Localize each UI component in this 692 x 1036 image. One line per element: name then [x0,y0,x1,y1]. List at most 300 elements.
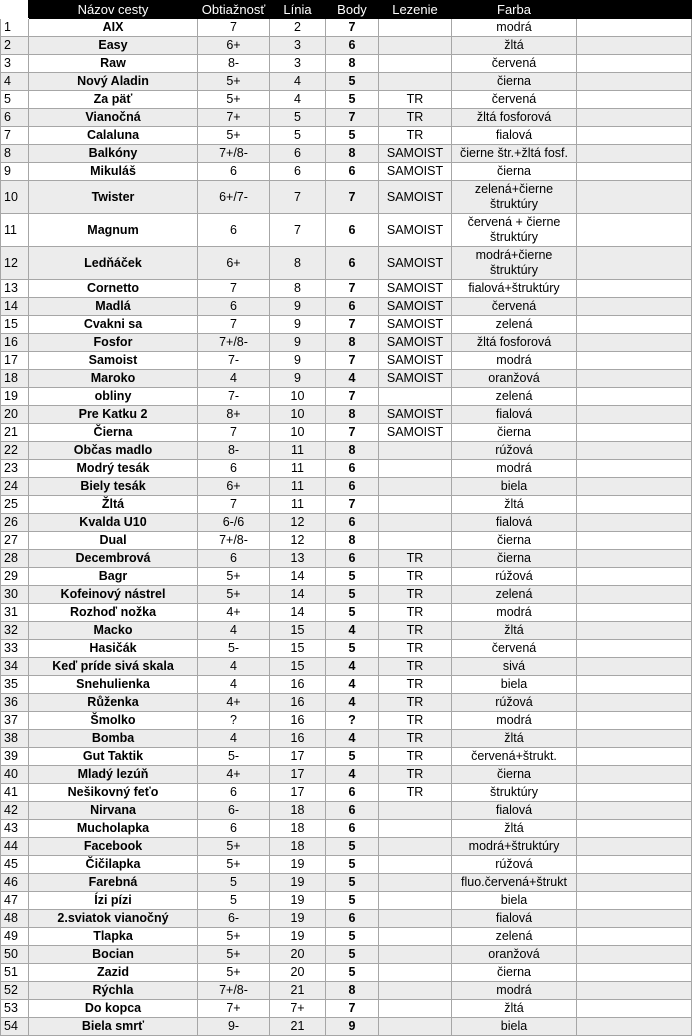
row-index: 5 [1,91,29,109]
difficulty: 6+ [198,247,270,280]
difficulty: 5+ [198,856,270,874]
points: 5 [326,892,379,910]
climbing-style: TR [379,109,452,127]
hold-color: žltá [452,1000,577,1018]
row-index: 8 [1,145,29,163]
table-row [1,982,692,1000]
points: 7 [326,424,379,442]
table-row [1,91,692,109]
empty-cell [577,181,692,214]
hold-color: zelená [452,316,577,334]
points: 7 [326,352,379,370]
empty-cell [577,37,692,55]
difficulty: 5 [198,892,270,910]
climbing-style: SAMOIST [379,247,452,280]
points: 6 [326,514,379,532]
route-name: Čičilapka [29,856,198,874]
table-row [1,424,692,442]
table-row [1,19,692,37]
table-row [1,892,692,910]
line: 18 [270,820,326,838]
route-name: Cornetto [29,280,198,298]
empty-cell [577,730,692,748]
line: 10 [270,388,326,406]
hold-color: modrá [452,712,577,730]
difficulty: 7+/8- [198,334,270,352]
climbing-style: SAMOIST [379,163,452,181]
hold-color: čierna [452,163,577,181]
line: 19 [270,874,326,892]
table-row [1,460,692,478]
route-name: Balkóny [29,145,198,163]
hold-color: fialová [452,127,577,145]
difficulty: 7 [198,424,270,442]
difficulty: 5+ [198,127,270,145]
table-row [1,928,692,946]
row-index: 45 [1,856,29,874]
points: 9 [326,1018,379,1036]
climbing-style [379,55,452,73]
route-name: Žltá [29,496,198,514]
route-name: Modrý tesák [29,460,198,478]
row-index: 21 [1,424,29,442]
difficulty: 6 [198,550,270,568]
route-name: Nirvana [29,802,198,820]
line: 11 [270,442,326,460]
route-name: Pre Katku 2 [29,406,198,424]
route-name: Čierna [29,424,198,442]
row-index: 6 [1,109,29,127]
points: 6 [326,784,379,802]
route-name: Nový Aladin [29,73,198,91]
line: 7+ [270,1000,326,1018]
difficulty: 7- [198,388,270,406]
climbing-style [379,514,452,532]
empty-cell [577,856,692,874]
empty-cell [577,514,692,532]
line: 4 [270,73,326,91]
hold-color: modrá [452,604,577,622]
table-row [1,298,692,316]
difficulty: 8- [198,442,270,460]
table-row [1,910,692,928]
row-index: 50 [1,946,29,964]
hold-color: modrá [452,19,577,37]
difficulty: 6 [198,820,270,838]
hold-color: modrá [452,982,577,1000]
hold-color: modrá+štruktúry [452,838,577,856]
row-index: 54 [1,1018,29,1036]
table-row [1,568,692,586]
route-name: Magnum [29,214,198,247]
route-name: Zazid [29,964,198,982]
header-empty [577,1,692,19]
points: 8 [326,334,379,352]
table-row [1,316,692,334]
hold-color: fialová+štruktúry [452,280,577,298]
difficulty: 5- [198,748,270,766]
route-name: Bocian [29,946,198,964]
line: 19 [270,910,326,928]
line: 11 [270,478,326,496]
table-row [1,247,692,280]
climbing-style: SAMOIST [379,424,452,442]
points: 5 [326,928,379,946]
hold-color: rúžová [452,568,577,586]
points: 8 [326,55,379,73]
difficulty: 5+ [198,568,270,586]
climbing-style [379,874,452,892]
row-index: 23 [1,460,29,478]
points: 5 [326,748,379,766]
row-index: 48 [1,910,29,928]
row-index: 52 [1,982,29,1000]
climbing-style: TR [379,748,452,766]
difficulty: 6-/6 [198,514,270,532]
line: 19 [270,856,326,874]
hold-color: fialová [452,406,577,424]
line: 11 [270,496,326,514]
hold-color: rúžová [452,694,577,712]
table-row [1,856,692,874]
empty-cell [577,55,692,73]
empty-cell [577,496,692,514]
points: 5 [326,640,379,658]
climbing-style: TR [379,586,452,604]
points: 6 [326,802,379,820]
climbing-style: TR [379,658,452,676]
empty-cell [577,247,692,280]
route-name: Samoist [29,352,198,370]
line: 15 [270,640,326,658]
row-index: 16 [1,334,29,352]
table-row [1,37,692,55]
points: 4 [326,622,379,640]
line: 2 [270,19,326,37]
row-index: 29 [1,568,29,586]
hold-color: čierna [452,532,577,550]
points: 6 [326,37,379,55]
table-row [1,214,692,247]
difficulty: 4+ [198,604,270,622]
row-index: 33 [1,640,29,658]
line: 7 [270,181,326,214]
line: 10 [270,424,326,442]
route-name: Kvalda U10 [29,514,198,532]
difficulty: 6 [198,163,270,181]
row-index: 2 [1,37,29,55]
climbing-style [379,532,452,550]
climbing-style: TR [379,640,452,658]
line: 10 [270,406,326,424]
points: 4 [326,658,379,676]
points: 5 [326,73,379,91]
empty-cell [577,604,692,622]
table-row [1,676,692,694]
climbing-style [379,820,452,838]
hold-color: biela [452,1018,577,1036]
climbing-style [379,964,452,982]
row-index: 14 [1,298,29,316]
difficulty: 6 [198,784,270,802]
line: 6 [270,163,326,181]
difficulty: 4+ [198,694,270,712]
empty-cell [577,694,692,712]
row-index: 7 [1,127,29,145]
difficulty: 5+ [198,946,270,964]
row-index: 38 [1,730,29,748]
route-name: Mucholapka [29,820,198,838]
points: 6 [326,460,379,478]
climbing-style [379,73,452,91]
line: 3 [270,37,326,55]
header-points: Body [326,1,379,19]
route-name: Hasičák [29,640,198,658]
table-row [1,874,692,892]
difficulty: 6- [198,802,270,820]
route-name: Za päť [29,91,198,109]
table-row [1,622,692,640]
table-row [1,820,692,838]
route-name: Ízi pízi [29,892,198,910]
empty-cell [577,19,692,37]
table-row [1,280,692,298]
hold-color: sivá [452,658,577,676]
hold-color: žltá [452,37,577,55]
points: 7 [326,316,379,334]
empty-cell [577,964,692,982]
difficulty: 7+/8- [198,982,270,1000]
hold-color: fialová [452,802,577,820]
hold-color: čierna [452,73,577,91]
route-name: Raw [29,55,198,73]
difficulty: 9- [198,1018,270,1036]
points: 6 [326,820,379,838]
line: 14 [270,586,326,604]
difficulty: 7+/8- [198,145,270,163]
table-row [1,550,692,568]
row-index: 46 [1,874,29,892]
points: 5 [326,874,379,892]
table-row [1,352,692,370]
line: 4 [270,91,326,109]
row-index: 28 [1,550,29,568]
hold-color: fialová [452,910,577,928]
route-name: Bomba [29,730,198,748]
hold-color: žltá fosforová [452,334,577,352]
row-index: 44 [1,838,29,856]
line: 8 [270,280,326,298]
table-row [1,334,692,352]
climbing-style: TR [379,784,452,802]
line: 11 [270,460,326,478]
points: 4 [326,370,379,388]
row-index: 1 [1,19,29,37]
route-name: Gut Taktik [29,748,198,766]
route-name: Madlá [29,298,198,316]
route-name: Biely tesák [29,478,198,496]
points: 5 [326,856,379,874]
table-row [1,604,692,622]
points: 6 [326,214,379,247]
line: 9 [270,334,326,352]
empty-cell [577,109,692,127]
points: 7 [326,280,379,298]
difficulty: 5+ [198,91,270,109]
empty-cell [577,550,692,568]
route-name: Mladý lezúň [29,766,198,784]
empty-cell [577,676,692,694]
points: 8 [326,406,379,424]
points: 8 [326,532,379,550]
hold-color: čierne štr.+žltá fosf. [452,145,577,163]
route-name: Tlapka [29,928,198,946]
difficulty: 5 [198,874,270,892]
table-row [1,388,692,406]
table-row [1,55,692,73]
route-name: Bagr [29,568,198,586]
empty-cell [577,568,692,586]
points: 5 [326,946,379,964]
climbing-style: TR [379,550,452,568]
table-row [1,640,692,658]
route-name: 2.sviatok vianočný [29,910,198,928]
points: 7 [326,109,379,127]
header-index-blank [1,1,29,19]
climbing-style: SAMOIST [379,370,452,388]
row-index: 3 [1,55,29,73]
hold-color: fluo.červená+štrukt [452,874,577,892]
empty-cell [577,982,692,1000]
route-name: Decembrová [29,550,198,568]
climbing-style [379,982,452,1000]
points: 4 [326,730,379,748]
empty-cell [577,127,692,145]
table-row [1,784,692,802]
row-index: 31 [1,604,29,622]
route-name: Mikuláš [29,163,198,181]
empty-cell [577,316,692,334]
climbing-style [379,442,452,460]
row-index: 10 [1,181,29,214]
row-index: 18 [1,370,29,388]
difficulty: 7 [198,280,270,298]
row-index: 24 [1,478,29,496]
empty-cell [577,622,692,640]
line: 20 [270,946,326,964]
route-name: Easy [29,37,198,55]
difficulty: 4+ [198,766,270,784]
route-name: Snehulienka [29,676,198,694]
climbing-style [379,1018,452,1036]
line: 6 [270,145,326,163]
route-name: Calaluna [29,127,198,145]
empty-cell [577,352,692,370]
difficulty: 4 [198,622,270,640]
climbing-style [379,478,452,496]
table-row [1,1000,692,1018]
table-row [1,127,692,145]
hold-color: zelená [452,586,577,604]
hold-color: rúžová [452,442,577,460]
hold-color: modrá [452,352,577,370]
points: 6 [326,910,379,928]
empty-cell [577,892,692,910]
hold-color: rúžová [452,856,577,874]
points: 6 [326,247,379,280]
hold-color: modrá [452,460,577,478]
hold-color: čierna [452,964,577,982]
climbing-style [379,928,452,946]
difficulty: 7+ [198,1000,270,1018]
table-row [1,802,692,820]
empty-cell [577,280,692,298]
hold-color: červená [452,298,577,316]
header-route-name: Názov cesty [29,1,198,19]
difficulty: ? [198,712,270,730]
table-row [1,586,692,604]
row-index: 20 [1,406,29,424]
route-name: Vianočná [29,109,198,127]
route-name: Rozhoď nožka [29,604,198,622]
climbing-style: SAMOIST [379,352,452,370]
line: 20 [270,964,326,982]
route-name: Macko [29,622,198,640]
climbing-style: TR [379,91,452,109]
difficulty: 4 [198,730,270,748]
line: 12 [270,532,326,550]
table-row [1,145,692,163]
hold-color: žltá [452,622,577,640]
hold-color: biela [452,676,577,694]
line: 16 [270,712,326,730]
climbing-style [379,19,452,37]
route-name: Keď príde sivá skala [29,658,198,676]
line: 17 [270,748,326,766]
row-index: 34 [1,658,29,676]
empty-cell [577,928,692,946]
row-index: 53 [1,1000,29,1018]
line: 15 [270,622,326,640]
route-name: Nešikovný feťo [29,784,198,802]
row-index: 9 [1,163,29,181]
points: 4 [326,676,379,694]
climbing-style: SAMOIST [379,406,452,424]
table-row [1,370,692,388]
empty-cell [577,532,692,550]
points: 5 [326,604,379,622]
line: 5 [270,127,326,145]
line: 7 [270,214,326,247]
hold-color: biela [452,478,577,496]
empty-cell [577,73,692,91]
climbing-style [379,388,452,406]
table-row [1,532,692,550]
empty-cell [577,802,692,820]
points: 5 [326,586,379,604]
points: 6 [326,478,379,496]
table-row [1,478,692,496]
line: 16 [270,730,326,748]
difficulty: 6+ [198,478,270,496]
points: 7 [326,19,379,37]
climbing-style: SAMOIST [379,214,452,247]
climbing-style [379,838,452,856]
climbing-style [379,460,452,478]
line: 21 [270,1018,326,1036]
row-index: 4 [1,73,29,91]
row-index: 13 [1,280,29,298]
